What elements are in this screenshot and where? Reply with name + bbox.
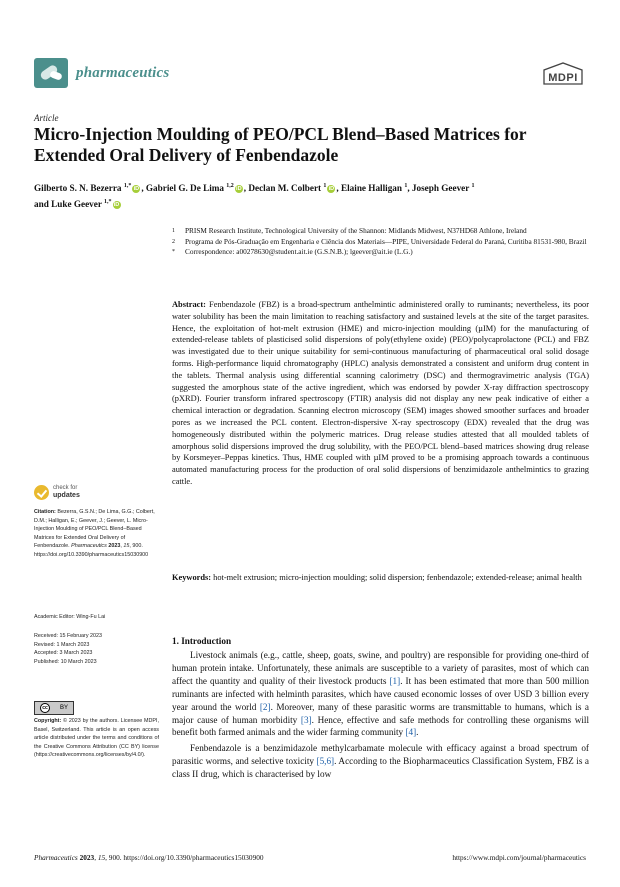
reference-link[interactable]: [5,6]: [316, 756, 335, 767]
author-name[interactable]: Elaine Halligan: [341, 183, 403, 194]
by-label: BY: [59, 705, 68, 711]
journal-name: pharmaceutics: [76, 64, 170, 81]
section-heading: 1. Introduction: [172, 636, 232, 646]
date-accepted: Accepted: 3 March 2023: [34, 650, 93, 657]
introduction-body: [172, 649, 589, 784]
keywords-text: hot-melt extrusion; micro-injection moulding; solid dispersion; fenbendazole; extended-release; animal health: [213, 573, 582, 582]
correspondence: * Correspondence: a00278630@student.ait.ie (G.S.N.B.); lgeever@ait.ie (L.G.): [172, 247, 413, 256]
abstract-label: Abstract:: [172, 300, 206, 309]
orcid-icon[interactable]: iD: [113, 202, 120, 209]
cc-icon: cc: [40, 703, 50, 713]
author-name[interactable]: Gilberto S. N. Bezerra: [34, 183, 122, 194]
check-for-updates[interactable]: check for updates: [34, 485, 159, 500]
publication-dates: [34, 632, 159, 666]
author-name[interactable]: Joseph Geever: [411, 183, 470, 194]
keywords: [172, 572, 589, 584]
article-title: Micro-Injection Moulding of PEO/PCL Blend–Based Matrices for Extended Oral Delivery of Fenbendazole: [34, 124, 527, 165]
keywords-label: Keywords:: [172, 573, 212, 582]
journal-logo-icon: [34, 58, 68, 88]
date-published: Published: 10 March 2023: [34, 658, 97, 665]
reference-link[interactable]: [1]: [389, 675, 401, 686]
reference-link[interactable]: [3]: [300, 714, 312, 725]
article-type: Article: [34, 113, 59, 123]
mdpi-logo[interactable]: [540, 60, 586, 88]
affiliation-item: 2 Programa de Pós-Graduação em Engenharia e Ciência dos Materiais—PIPE, Universidade Federal do Paraná, Curitiba 81531-980, Brazil: [172, 236, 587, 246]
footer-citation: Pharmaceutics 2023, 15, 900. https://doi.org/10.3390/pharmaceutics15030900: [34, 853, 264, 862]
author-name[interactable]: Luke Geever: [51, 199, 102, 210]
author-name[interactable]: Gabriel G. De Lima: [145, 183, 224, 194]
orcid-icon[interactable]: iD: [328, 185, 335, 192]
cc-by-license-badge[interactable]: [34, 701, 74, 715]
author-name[interactable]: Declan M. Colbert: [248, 183, 322, 194]
date-received: Received: 15 February 2023: [34, 633, 103, 639]
paragraph: Livestock animals (e.g., cattle, sheep, goats, swine, and poultry) are responsible for providing one-third of human protein intake. Unfortunately, these animals are susceptible to a variety of parasites, most of which can affect the quantity and quality of their livestock products [1]. It has been estimated that more than 500 million ruminants are infected with helminth parasites, which have caused economic losses of over USD 3 billion every year around the world [2]. Moreover, many of these parasitic worms are transmittable to humans, which is a major cause of human morbidity [3]. Hence, effective and safe methods for controlling these organisms will benefit both farmed animals and the wider farming community [4].: [172, 650, 590, 738]
reference-link[interactable]: [4]: [405, 727, 417, 738]
academic-editor: Academic Editor: Wing-Fu Lai: [34, 614, 106, 620]
date-revised: Revised: 1 March 2023: [34, 641, 90, 648]
affiliation-item: 1 PRISM Research Institute, Technological University of the Shannon: Midlands Midwest, N37HD68 Athlone, Ireland: [172, 226, 527, 235]
orcid-icon[interactable]: iD: [133, 185, 140, 192]
page-footer: [34, 853, 586, 862]
orcid-icon[interactable]: iD: [236, 185, 242, 192]
copyright: Copyright: © 2023 by the authors. Licensee MDPI, Basel, Switzerland. This article is an open access article distributed under the terms and conditions of the Creative Commons Attribution (CC BY) license (https://creativecommons.org/licenses/by/4.0/).: [34, 718, 159, 759]
publisher-name: MDPI: [548, 72, 578, 84]
paragraph: Fenbendazole is a benzimidazole methylcarbamate molecule with efficacy against a broad spectrum of parasitic worms, and selective toxicity [5,6]. According to the Biopharmaceutics Classification System, FBZ is a class II drug, which is characterised by low: [172, 743, 590, 780]
footer-journal-url[interactable]: https://www.mdpi.com/journal/pharmaceutics: [452, 853, 586, 862]
affiliations: [172, 226, 592, 258]
check-updates-icon: [34, 485, 49, 500]
citation-doi[interactable]: , 900. https://doi.org/10.3390/pharmaceutics15030900: [34, 543, 149, 558]
abstract-text: Fenbendazole (FBZ) is a broad-spectrum anthelmintic administered orally to ruminants; nevertheless, its poor water solubility has been the main limitation to reaching satisfactory and sustained levels at the site of the target parasites. Hence, the exploitation of hot-melt extrusion (HME) and micro-injection moulding (µIM) for the manufacturing of extended-release tablets of plasticised solid dispersions of poly(ethylene oxide) (PEO)/polycaprolactone (PCL) and FBZ was investigated due to their unique suitability for semi-continuous manufacturing of pharmaceutical oral solid dosage forms. High-performance liquid chromatography (HPLC) analysis demonstrated a consistent and uniform drug content in the tablets. Thermal analysis using differential scanning calorimetry (DSC) and thermogravimetric analysis (TGA) suggested the amorphous state of the active ingredient, which was endorsed by powder X-ray diffraction spectroscopy (pXRD). Fourier transform infrared spectroscopy (FTIR) analysis did not display any new peak indicative of either a chemical interaction or degradation. Scanning electron microscopy (SEM) images showed smoother surfaces and broader pores as we increased the PCL content. Electron-dispersive X-ray spectroscopy (EDX) revealed that the drug was homogeneously distributed within the polymeric matrices. Drug release studies attested that all moulded tablets of amorphous solid dispersions improved the drug solubility, with the PEO/PCL blend–based matrices showing drug release by Korsmeyer–Peppas kinetics. Thus, HME coupled with µIM proved to be a promising approach towards a continuous automated manufacturing process for the production of oral solid dispersions of benzimidazole anthelmintics to grazing cattle.: [172, 300, 589, 486]
author-list: Gilberto S. N. Bezerra $^{1,*}$ iD , Gabriel G. De Lima $^{1,2}$ iD , Declan M. Colbert $^1$ iD , Elaine Halligan $^1$, Joseph Geever $^1$ and Luke Geever $^{1,*}$ iD: [34, 183, 475, 210]
reference-link[interactable]: [2]: [259, 701, 271, 712]
journal-logo[interactable]: [34, 58, 169, 88]
abstract: [172, 299, 589, 488]
citation: Citation: Bezerra, G.S.N.; De Lima, G.G.; Colbert, D.M.; Halligan, E.; Geever, J.; Geever, L. Micro-Injection Moulding of PEO/PCL Blend–Based Matrices for Extended Oral Delivery of Fenbendazole. Pharmaceutics 2023, 15, 900. https://doi.org/10.3390/pharmaceutics15030900: [34, 509, 155, 558]
